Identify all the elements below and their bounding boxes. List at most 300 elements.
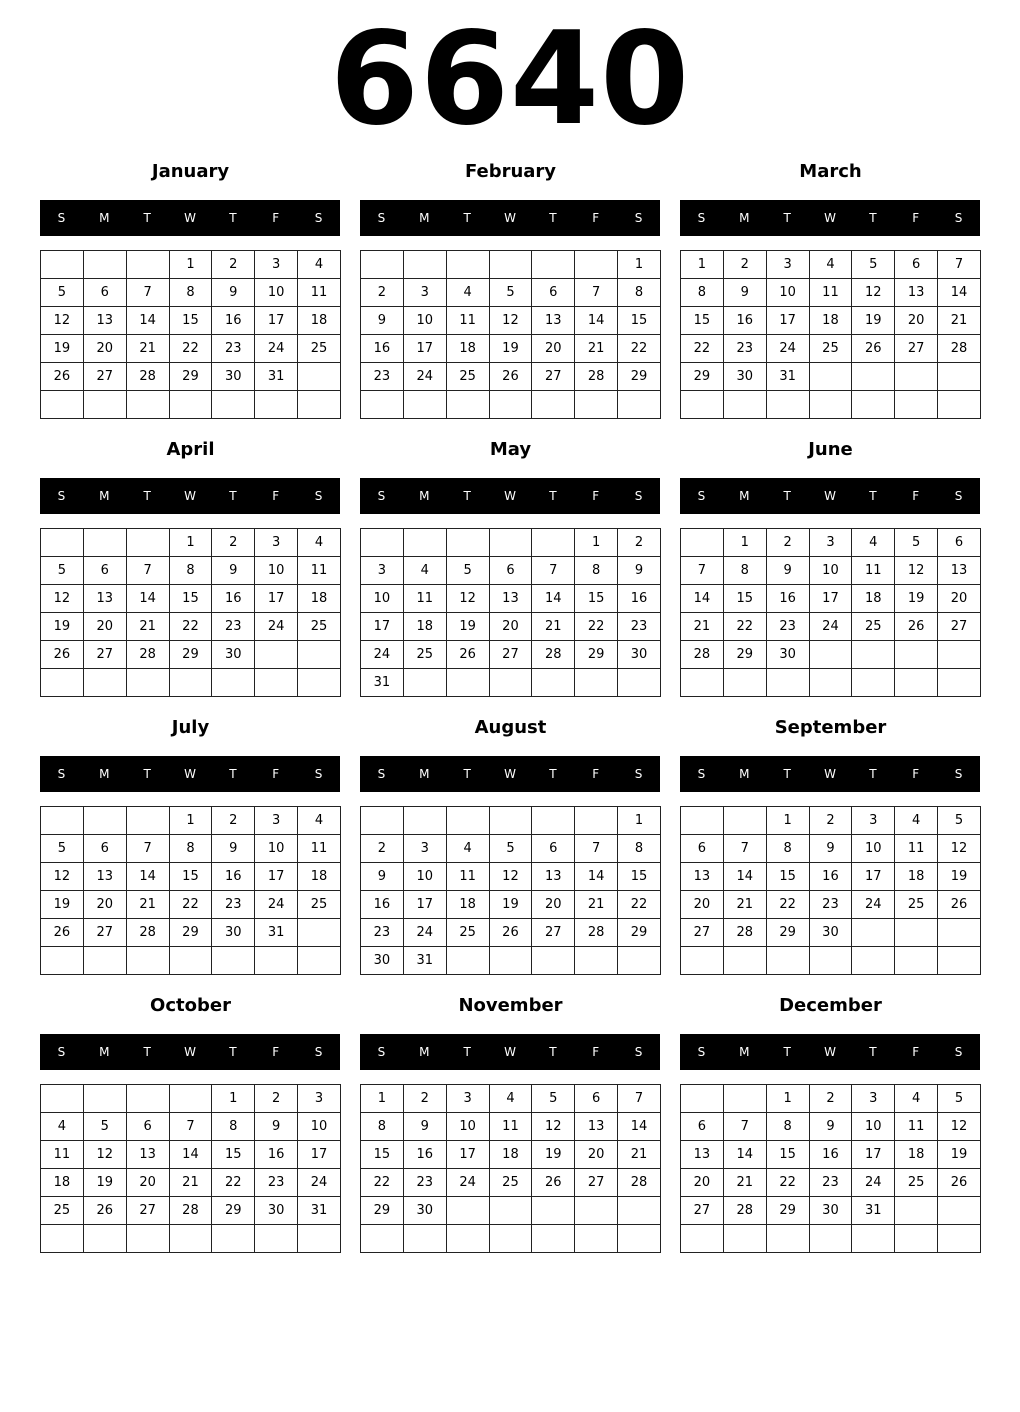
day-cell: 4 (298, 251, 341, 279)
empty-day-cell (809, 947, 852, 975)
day-cell: 23 (212, 613, 255, 641)
day-cell: 25 (489, 1169, 532, 1197)
day-cell: 22 (361, 1169, 404, 1197)
day-cell: 5 (489, 835, 532, 863)
week-row (361, 363, 661, 391)
day-cell: 9 (255, 1113, 298, 1141)
empty-day-cell (361, 391, 404, 419)
month-july (40, 716, 341, 986)
empty-day-cell (169, 391, 212, 419)
day-cell: 6 (532, 835, 575, 863)
day-cell: 26 (489, 363, 532, 391)
day-cell: 17 (255, 307, 298, 335)
day-cell: 5 (938, 1085, 981, 1113)
day-cell: 26 (41, 641, 84, 669)
day-cell: 28 (723, 1197, 766, 1225)
day-cell: 8 (618, 835, 661, 863)
day-cell: 14 (126, 307, 169, 335)
week-row (681, 363, 981, 391)
empty-day-cell (403, 529, 446, 557)
empty-day-cell (681, 947, 724, 975)
empty-day-cell (618, 669, 661, 697)
day-cell: 30 (212, 919, 255, 947)
day-cell: 15 (169, 863, 212, 891)
day-cell: 27 (489, 641, 532, 669)
day-cell: 19 (938, 1141, 981, 1169)
day-cell: 1 (169, 251, 212, 279)
day-cell: 8 (681, 279, 724, 307)
day-cell: 5 (41, 279, 84, 307)
day-cell: 4 (298, 529, 341, 557)
weekday-header: F (912, 489, 920, 503)
day-cell: 8 (361, 1113, 404, 1141)
week-row (681, 557, 981, 585)
month-march (680, 160, 981, 430)
week-row (681, 807, 981, 835)
week-row (681, 335, 981, 363)
empty-day-cell (575, 947, 618, 975)
empty-day-cell (41, 669, 84, 697)
empty-day-cell (723, 391, 766, 419)
empty-day-cell (895, 919, 938, 947)
day-cell: 24 (403, 919, 446, 947)
day-cell: 14 (938, 279, 981, 307)
day-cell: 13 (489, 585, 532, 613)
empty-day-cell (255, 669, 298, 697)
day-cell: 1 (766, 1085, 809, 1113)
week-row (41, 669, 341, 697)
week-row (681, 251, 981, 279)
empty-day-cell (852, 669, 895, 697)
day-cell: 14 (126, 585, 169, 613)
empty-day-cell (403, 1225, 446, 1253)
weekday-header: T (783, 489, 791, 503)
day-cell: 30 (212, 363, 255, 391)
day-cell: 18 (403, 613, 446, 641)
day-grid (680, 806, 981, 975)
day-cell: 8 (169, 557, 212, 585)
empty-day-cell (938, 947, 981, 975)
day-cell: 18 (852, 585, 895, 613)
day-cell: 15 (169, 307, 212, 335)
month-title: November (458, 995, 563, 1016)
day-cell: 19 (895, 585, 938, 613)
day-cell: 12 (446, 585, 489, 613)
empty-day-cell (489, 947, 532, 975)
empty-day-cell (766, 947, 809, 975)
day-cell: 5 (938, 807, 981, 835)
day-cell: 21 (681, 613, 724, 641)
month-title: January (151, 161, 230, 182)
weekday-header: M (99, 211, 110, 225)
day-cell: 18 (809, 307, 852, 335)
month-february (360, 160, 661, 430)
weekday-header: T (143, 211, 151, 225)
day-cell: 2 (212, 529, 255, 557)
week-row (361, 1169, 661, 1197)
weekday-header: W (824, 767, 836, 781)
empty-day-cell (938, 641, 981, 669)
day-cell: 14 (618, 1113, 661, 1141)
day-cell: 21 (532, 613, 575, 641)
weekday-header: F (592, 767, 600, 781)
day-cell: 25 (298, 613, 341, 641)
day-cell: 30 (766, 641, 809, 669)
day-cell: 15 (618, 863, 661, 891)
day-cell: 23 (403, 1169, 446, 1197)
day-cell: 2 (809, 1085, 852, 1113)
day-cell: 2 (723, 251, 766, 279)
empty-day-cell (895, 391, 938, 419)
day-cell: 21 (575, 335, 618, 363)
day-cell: 19 (489, 335, 532, 363)
day-cell: 20 (895, 307, 938, 335)
empty-day-cell (403, 251, 446, 279)
empty-day-cell (809, 641, 852, 669)
day-cell: 3 (403, 835, 446, 863)
empty-day-cell (852, 641, 895, 669)
empty-day-cell (126, 1225, 169, 1253)
day-cell: 12 (938, 835, 981, 863)
empty-day-cell (809, 363, 852, 391)
day-cell: 8 (766, 1113, 809, 1141)
weekday-header: S (954, 489, 963, 503)
day-cell: 11 (298, 279, 341, 307)
week-row (361, 529, 661, 557)
day-cell: 24 (361, 641, 404, 669)
empty-day-cell (298, 391, 341, 419)
day-cell: 12 (41, 863, 84, 891)
empty-day-cell (489, 251, 532, 279)
day-cell: 24 (298, 1169, 341, 1197)
day-grid (680, 250, 981, 419)
week-row (41, 919, 341, 947)
day-cell: 17 (446, 1141, 489, 1169)
empty-day-cell (895, 641, 938, 669)
empty-day-cell (532, 1225, 575, 1253)
week-row (361, 1225, 661, 1253)
day-cell: 9 (212, 279, 255, 307)
day-cell: 14 (532, 585, 575, 613)
month-june (680, 438, 981, 708)
day-cell: 27 (532, 919, 575, 947)
day-cell: 13 (83, 863, 126, 891)
week-row (361, 1197, 661, 1225)
week-row (41, 251, 341, 279)
day-grid (680, 528, 981, 697)
week-row (361, 391, 661, 419)
day-cell: 9 (809, 1113, 852, 1141)
empty-day-cell (938, 1197, 981, 1225)
empty-day-cell (681, 1085, 724, 1113)
day-cell: 6 (83, 279, 126, 307)
day-cell: 31 (298, 1197, 341, 1225)
week-row (41, 335, 341, 363)
day-cell: 10 (255, 557, 298, 585)
day-cell: 14 (126, 863, 169, 891)
day-cell: 13 (681, 1141, 724, 1169)
day-cell: 20 (489, 613, 532, 641)
empty-day-cell (489, 669, 532, 697)
day-cell: 28 (681, 641, 724, 669)
day-cell: 15 (618, 307, 661, 335)
day-cell: 29 (575, 641, 618, 669)
week-row (41, 363, 341, 391)
week-row (681, 835, 981, 863)
day-cell: 20 (126, 1169, 169, 1197)
weekday-header: T (143, 489, 151, 503)
empty-day-cell (446, 1197, 489, 1225)
weekday-header: T (229, 211, 237, 225)
week-row (41, 529, 341, 557)
day-cell: 17 (255, 863, 298, 891)
empty-day-cell (618, 391, 661, 419)
empty-day-cell (169, 1085, 212, 1113)
empty-day-cell (255, 1225, 298, 1253)
empty-day-cell (766, 669, 809, 697)
day-cell: 28 (938, 335, 981, 363)
week-row (361, 947, 661, 975)
day-cell: 10 (255, 279, 298, 307)
week-row (41, 807, 341, 835)
day-cell: 29 (169, 919, 212, 947)
weekday-header: F (592, 489, 600, 503)
day-cell: 3 (255, 807, 298, 835)
day-cell: 12 (852, 279, 895, 307)
week-row (681, 613, 981, 641)
day-cell: 3 (403, 279, 446, 307)
day-cell: 13 (681, 863, 724, 891)
empty-day-cell (83, 251, 126, 279)
empty-day-cell (681, 807, 724, 835)
day-cell: 22 (766, 1169, 809, 1197)
day-cell: 24 (403, 363, 446, 391)
weekday-header: W (184, 211, 196, 225)
day-cell: 4 (852, 529, 895, 557)
day-cell: 26 (446, 641, 489, 669)
day-cell: 24 (255, 613, 298, 641)
day-cell: 8 (618, 279, 661, 307)
day-cell: 29 (618, 919, 661, 947)
day-cell: 30 (255, 1197, 298, 1225)
empty-day-cell (298, 1225, 341, 1253)
empty-day-cell (852, 919, 895, 947)
day-cell: 21 (169, 1169, 212, 1197)
day-cell: 11 (403, 585, 446, 613)
empty-day-cell (575, 807, 618, 835)
weekday-header: W (504, 489, 516, 503)
weekday-header: T (869, 489, 877, 503)
day-cell: 15 (766, 863, 809, 891)
day-cell: 28 (575, 919, 618, 947)
day-cell: 30 (723, 363, 766, 391)
weekday-header: T (143, 1045, 151, 1059)
day-cell: 2 (361, 835, 404, 863)
weekday-header: S (57, 489, 66, 503)
month-title: December (779, 995, 882, 1016)
day-cell: 20 (532, 891, 575, 919)
day-cell: 6 (83, 557, 126, 585)
day-cell: 6 (681, 1113, 724, 1141)
day-cell: 27 (681, 1197, 724, 1225)
day-cell: 8 (212, 1113, 255, 1141)
day-cell: 16 (255, 1141, 298, 1169)
day-cell: 26 (83, 1197, 126, 1225)
week-row (41, 585, 341, 613)
day-cell: 13 (83, 585, 126, 613)
day-cell: 5 (83, 1113, 126, 1141)
day-cell: 26 (489, 919, 532, 947)
month-title: July (171, 717, 210, 738)
week-row (41, 947, 341, 975)
week-row (41, 1197, 341, 1225)
day-cell: 17 (852, 1141, 895, 1169)
empty-day-cell (723, 1085, 766, 1113)
day-cell: 13 (126, 1141, 169, 1169)
day-cell: 28 (126, 363, 169, 391)
weekday-header-bar (360, 478, 660, 514)
weekday-header: T (869, 211, 877, 225)
day-cell: 29 (766, 919, 809, 947)
weekday-header: S (954, 211, 963, 225)
day-cell: 4 (403, 557, 446, 585)
day-cell: 13 (895, 279, 938, 307)
empty-day-cell (403, 391, 446, 419)
day-cell: 22 (575, 613, 618, 641)
empty-day-cell (41, 947, 84, 975)
day-cell: 31 (255, 363, 298, 391)
day-cell: 30 (809, 1197, 852, 1225)
weekday-header: S (314, 1045, 323, 1059)
day-cell: 16 (809, 1141, 852, 1169)
weekday-header: M (419, 489, 430, 503)
weekday-header: S (57, 1045, 66, 1059)
week-row (681, 863, 981, 891)
day-grid (360, 806, 661, 975)
year-title: 6640 (329, 5, 691, 154)
day-cell: 24 (766, 335, 809, 363)
day-cell: 1 (361, 1085, 404, 1113)
day-cell: 22 (618, 335, 661, 363)
week-row (361, 613, 661, 641)
day-cell: 7 (126, 835, 169, 863)
week-row (681, 919, 981, 947)
day-cell: 1 (618, 807, 661, 835)
day-cell: 17 (255, 585, 298, 613)
week-row (361, 557, 661, 585)
day-cell: 4 (298, 807, 341, 835)
empty-day-cell (212, 669, 255, 697)
empty-day-cell (809, 669, 852, 697)
day-cell: 7 (575, 279, 618, 307)
day-cell: 19 (446, 613, 489, 641)
day-cell: 6 (938, 529, 981, 557)
weekday-header: S (697, 1045, 706, 1059)
day-cell: 29 (681, 363, 724, 391)
empty-day-cell (41, 529, 84, 557)
day-cell: 7 (126, 557, 169, 585)
day-cell: 20 (83, 613, 126, 641)
empty-day-cell (723, 1225, 766, 1253)
day-cell: 16 (403, 1141, 446, 1169)
weekday-header: F (912, 211, 920, 225)
day-cell: 16 (212, 585, 255, 613)
day-cell: 20 (938, 585, 981, 613)
empty-day-cell (212, 947, 255, 975)
day-cell: 26 (852, 335, 895, 363)
empty-day-cell (723, 807, 766, 835)
week-row (681, 529, 981, 557)
day-cell: 7 (169, 1113, 212, 1141)
day-cell: 25 (809, 335, 852, 363)
empty-day-cell (681, 529, 724, 557)
weekday-header: T (463, 211, 471, 225)
day-cell: 2 (809, 807, 852, 835)
day-cell: 22 (169, 335, 212, 363)
month-april (40, 438, 341, 708)
day-cell: 11 (895, 1113, 938, 1141)
day-cell: 17 (766, 307, 809, 335)
weekday-header: M (419, 1045, 430, 1059)
day-cell: 4 (809, 251, 852, 279)
day-cell: 16 (212, 307, 255, 335)
day-cell: 5 (489, 279, 532, 307)
day-cell: 21 (126, 335, 169, 363)
week-row (361, 835, 661, 863)
day-cell: 2 (212, 251, 255, 279)
empty-day-cell (255, 947, 298, 975)
weekday-header: T (229, 767, 237, 781)
day-cell: 26 (41, 919, 84, 947)
day-cell: 12 (41, 307, 84, 335)
empty-day-cell (41, 251, 84, 279)
weekday-header: M (419, 767, 430, 781)
day-cell: 12 (895, 557, 938, 585)
week-row (41, 1169, 341, 1197)
day-cell: 15 (169, 585, 212, 613)
day-cell: 30 (403, 1197, 446, 1225)
weekday-header-bar (680, 200, 980, 236)
day-cell: 6 (575, 1085, 618, 1113)
day-cell: 11 (41, 1141, 84, 1169)
day-cell: 24 (852, 1169, 895, 1197)
weekday-header: F (272, 1045, 280, 1059)
day-cell: 18 (489, 1141, 532, 1169)
week-row (681, 279, 981, 307)
empty-day-cell (532, 1197, 575, 1225)
weekday-header-bar (360, 1034, 660, 1070)
empty-day-cell (83, 947, 126, 975)
day-cell: 31 (852, 1197, 895, 1225)
empty-day-cell (446, 529, 489, 557)
empty-day-cell (723, 947, 766, 975)
day-cell: 24 (809, 613, 852, 641)
weekday-header: S (377, 211, 386, 225)
day-cell: 16 (766, 585, 809, 613)
day-cell: 22 (212, 1169, 255, 1197)
day-cell: 2 (403, 1085, 446, 1113)
day-grid (360, 1084, 661, 1253)
day-cell: 9 (723, 279, 766, 307)
weekday-header-bar (360, 200, 660, 236)
week-row (361, 307, 661, 335)
empty-day-cell (298, 363, 341, 391)
empty-day-cell (938, 919, 981, 947)
day-cell: 9 (766, 557, 809, 585)
week-row (41, 1113, 341, 1141)
empty-day-cell (446, 669, 489, 697)
day-cell: 29 (723, 641, 766, 669)
